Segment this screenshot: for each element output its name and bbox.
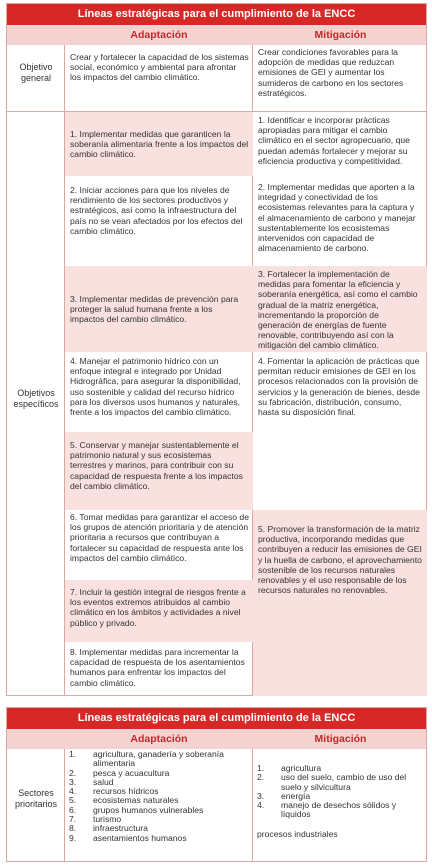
table-header xyxy=(7,25,426,45)
list-item-number: 6. xyxy=(69,804,77,815)
list-item-number: 5. xyxy=(69,795,77,806)
list-item-text: uso del suelo, cambio de uso del suelo y silvicultura xyxy=(281,772,407,792)
objetivo-general-adaptacion: Crear y fortalecer la capacidad de los sistemas social, económico y ambiental para afrontar los impactos del cambio climático. xyxy=(70,52,249,83)
strategic-lines-table xyxy=(6,3,427,696)
row-label-objetivos-especificos: Objetivos específicos xyxy=(13,388,59,409)
list-item-text: infraestructura xyxy=(93,823,148,834)
objetivo-adaptacion-2: 2. Iniciar acciones para que los niveles de rendimiento de los sectores productivos y estratégicos, así como la infraestructura del país no se vean afectados por los efectos del cambio climático. xyxy=(70,185,243,236)
sectores-adaptacion-list xyxy=(69,750,249,843)
list-item xyxy=(257,773,423,792)
header-adaptacion: Adaptación xyxy=(130,733,188,745)
objetivo-adaptacion-1: 1. Implementar medidas que garanticen la soberanía alimentaria frente a los impactos del cambio climático. xyxy=(65,112,253,176)
header-adaptacion: Adaptación xyxy=(130,29,188,41)
list-item-number: 2. xyxy=(69,767,77,778)
row-label-objetivo-general: Objetivo general xyxy=(19,62,53,83)
list-item-number: 4. xyxy=(257,800,265,811)
header-mitigacion: Mitigación xyxy=(314,733,367,745)
sector-mitigacion-extra: procesos industriales xyxy=(257,829,338,839)
objetivo-adaptacion-6: 6. Tomar medidas para garantizar el acceso de los grupos de atención prioritaria y de atención prioritaria a recursos que contribuyan a fortalecer su capacidad de respuesta ante los impactos del cambio climático. xyxy=(70,512,249,563)
table-title: Líneas estratégicas para el cumplimiento de la ENCC xyxy=(7,708,426,729)
table-title: Líneas estratégicas para el cumplimiento de la ENCC xyxy=(7,4,426,25)
objetivo-adaptacion-5: 5. Conservar y manejar sustentablemente el patrimonio natural y sus ecosistemas terrestres y marinos, para contribuir con su capacidad de respuesta frente a los impactos del cambio climático. xyxy=(65,432,253,510)
sectores-mitigacion-list xyxy=(257,764,423,820)
objetivo-mitigacion-4: 4. Fomentar la aplicación de prácticas que permitan reducir emisiones de GEI en los procesos relacionados con la provisión de servicios y la generación de bienes, desde su fabricación, distribución, consumo, hasta su disposición final. xyxy=(258,356,420,418)
list-item-text: manejo de desechos sólidos y líquidos xyxy=(281,800,397,820)
objetivo-adaptacion-4: 4. Manejar el patrimonio hídrico con un enfoque integral e integrado por Unidad Hidrográfica, para asegurar la disponibilidad, uso sostenible y calidad del recurso hídrico para los diversos usos humanos y naturales, frente a los impactos del cambio climático. xyxy=(70,356,241,418)
list-item-number: 1. xyxy=(257,763,265,773)
list-item-number: 3. xyxy=(69,776,77,787)
list-item xyxy=(69,750,249,769)
header-mitigacion: Mitigación xyxy=(314,29,367,41)
list-item-number: 8. xyxy=(69,823,77,834)
list-item-number: 2. xyxy=(257,772,265,783)
objetivo-adaptacion-7: 7. Incluir la gestión integral de riesgos frente a los eventos extremos atribuidos al cambio climático en los ámbitos y actividades a nivel público y privado. xyxy=(65,580,253,642)
list-item-number: 9. xyxy=(69,832,77,843)
list-item-number: 7. xyxy=(69,814,77,825)
objetivo-adaptacion-8: 8. Implementar medidas para incrementar la capacidad de respuesta de los asentamientos humanos para enfrentar los impactos del cambio climático. xyxy=(70,647,245,688)
list-item-number: 1. xyxy=(69,749,77,759)
row-label-sectores-prioritarios: Sectores prioritarios xyxy=(14,788,57,809)
list-item-text: agricultura xyxy=(281,763,322,773)
list-item-number: 4. xyxy=(69,786,77,797)
list-item-number: 3. xyxy=(257,790,265,801)
list-item-text: ecosistemas naturales xyxy=(93,795,179,806)
list-item-text: turismo xyxy=(93,814,122,825)
objetivo-mitigacion-2: 2. Implementar medidas que aporten a la integridad y conectividad de los ecosistemas relevantes para la captura y el almacenamiento de carbono y manejar sustentablemente los ecosistemas intervenidos con capacidad de almacenamiento de carbono. xyxy=(258,182,416,254)
divider xyxy=(252,749,253,862)
table-header xyxy=(7,729,426,749)
priority-sectors-table xyxy=(6,707,427,862)
list-item-text: asentamientos humanos xyxy=(93,832,187,843)
objetivo-mitigacion-1: 1. Identificar e incorporar prácticas apropiadas para mitigar el cambio climático en el sector agropecuario, que puedan además fortalecer y mejorar su eficiencia productiva y competitividad. xyxy=(258,115,410,166)
list-item-text: pesca y acuacultura xyxy=(93,767,170,778)
objetivo-mitigacion-3: 3. Fortalecer la implementación de medidas para fomentar la eficiencia y soberanía energética, así como el cambio gradual de la matriz energética, incrementando la proporción de generación de energías de fuente renovable, contribuyendo así con la mitigación del cambio climático. xyxy=(253,266,427,352)
list-item-text: agricultura, ganadería y soberanía alimentaria xyxy=(93,749,224,769)
list-item xyxy=(69,834,249,843)
list-item xyxy=(257,801,423,820)
list-item-text: salud xyxy=(93,776,114,787)
list-item-text: energía xyxy=(281,790,311,801)
objetivo-general-mitigacion: Crear condiciones favorables para la adopción de medidas que reduzcan emisiones de GEI y aumentar los sumideros de carbono en los sectores estratégicos. xyxy=(258,47,404,98)
objetivo-adaptacion-3: 3. Implementar medidas de prevención para proteger la salud humana frente a los impactos del cambio climático. xyxy=(65,266,253,352)
list-item-text: recursos hídricos xyxy=(93,786,159,797)
list-item-text: grupos humanos vulnerables xyxy=(93,804,204,815)
objetivo-mitigacion-5: 5. Promover la transformación de la matriz productiva, incorporando medidas que contribuyen a reducir las emisiones de GEI y la huella de carbono, el aprovechamiento sostenible de los recursos naturales renovables y el uso responsable de los recursos naturales no renovables. xyxy=(253,510,427,696)
